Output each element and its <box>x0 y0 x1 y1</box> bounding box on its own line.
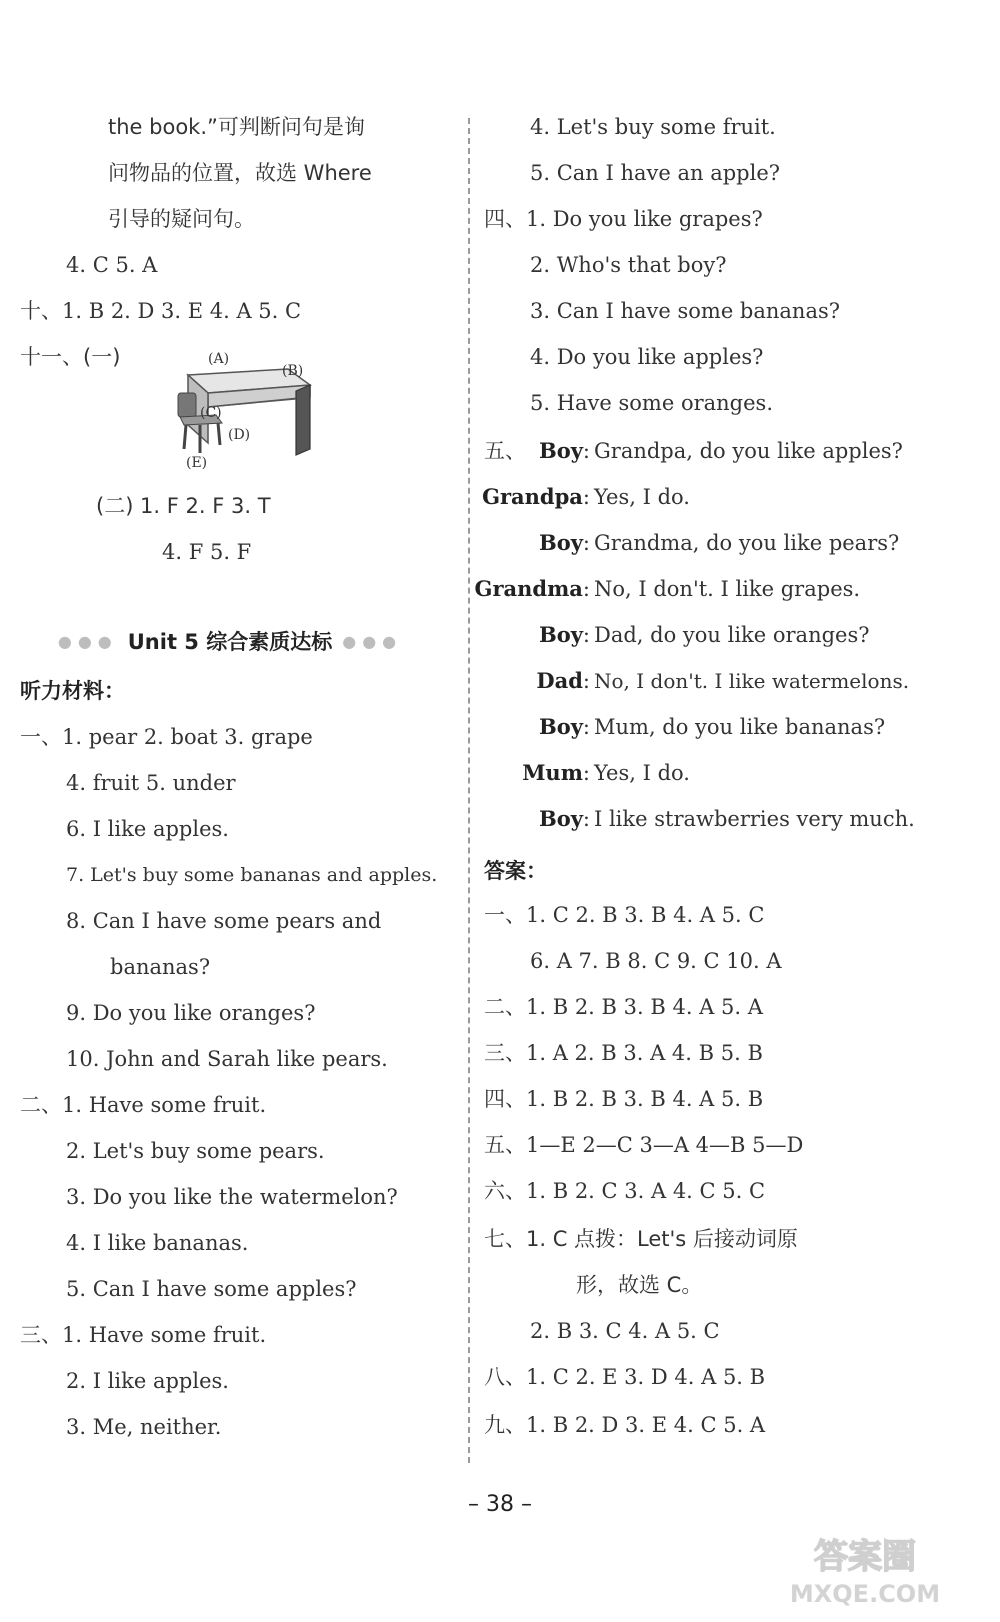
dialogue-text: Dad, do you like oranges? <box>594 623 870 647</box>
answer-line: 4. F 5. F <box>162 540 252 564</box>
answer-line: 一、1. C 2. B 3. B 4. A 5. C <box>484 903 765 927</box>
answer-line: 七、1. C 点拨：Let's 后接动词原 <box>484 1227 798 1251</box>
listening-line: 二、1. Have some fruit. <box>20 1093 267 1117</box>
listening-line: 2. Who's that boy? <box>530 253 727 277</box>
listening-line: 3. Do you like the watermelon? <box>66 1185 398 1209</box>
dialogue-speaker: Dad: <box>536 668 590 693</box>
figure-label-e: (E) <box>186 455 208 471</box>
answer-line: 四、1. B 2. B 3. B 4. A 5. B <box>484 1087 764 1111</box>
figure-label-c: (C) <box>200 405 222 421</box>
answer-line: 三、1. A 2. B 3. A 4. B 5. B <box>484 1041 763 1065</box>
decorative-dots: ●●● <box>57 631 118 651</box>
listening-line: 5. Have some oranges. <box>530 391 773 415</box>
dialogue-speaker: Grandpa: <box>482 484 590 509</box>
watermark-logo <box>760 1530 970 1610</box>
answer-line: 6. A 7. B 8. C 9. C 10. A <box>530 949 782 973</box>
svg-text:MXQE.COM: MXQE.COM <box>789 1580 941 1608</box>
listening-line: 6. I like apples. <box>66 817 229 841</box>
listening-line: bananas? <box>110 955 211 979</box>
listening-line: 3. Can I have some bananas? <box>530 299 841 323</box>
text-line: 引导的疑问句。 <box>108 207 255 231</box>
figure-label-a: (A) <box>208 351 230 367</box>
dialogue-text: Yes, I do. <box>594 485 690 509</box>
dialogue-text: Mum, do you like bananas? <box>594 715 886 739</box>
answer-line: 2. B 3. C 4. A 5. C <box>530 1319 720 1343</box>
answer-line: 4. C 5. A <box>66 253 158 277</box>
listening-line: 7. Let's buy some bananas and apples. <box>66 864 438 886</box>
dialogue-text: Grandma, do you like pears? <box>594 531 900 555</box>
listening-line: 5. Can I have some apples? <box>66 1277 357 1301</box>
dialogue-speaker: Boy: <box>538 622 590 647</box>
listening-line: 4. Do you like apples? <box>530 345 764 369</box>
answers-heading: 答案： <box>484 859 547 883</box>
answer-line: 二、1. B 2. B 3. B 4. A 5. A <box>484 995 763 1019</box>
listening-line: 3. Me, neither. <box>66 1415 222 1439</box>
svg-text:答案圈: 答案圈 <box>814 1537 916 1577</box>
listening-line: 四、1. Do you like grapes? <box>484 207 763 231</box>
listening-line: 8. Can I have some pears and <box>66 909 382 933</box>
figure-label-b: (B) <box>282 363 304 379</box>
answer-line: (二) 1. F 2. F 3. T <box>96 494 271 518</box>
decorative-dots: ●●● <box>342 631 403 651</box>
answer-line: 八、1. C 2. E 3. D 4. A 5. B <box>484 1365 766 1389</box>
answer-line: 十、1. B 2. D 3. E 4. A 5. C <box>20 299 302 323</box>
section-label: 五、 <box>484 439 526 463</box>
dialogue-text: I like strawberries very much. <box>594 807 915 831</box>
listening-line: 4. Let's buy some fruit. <box>530 115 776 139</box>
dialogue-speaker: Boy: <box>538 806 590 831</box>
text-line: 问物品的位置，故选 Where <box>108 161 372 185</box>
answer-line: 五、1—E 2—C 3—A 4—B 5—D <box>484 1133 804 1157</box>
dialogue-text: Yes, I do. <box>594 761 690 785</box>
dialogue-text: No, I don't. I like grapes. <box>594 577 861 601</box>
answer-line: 形，故选 C。 <box>576 1273 703 1297</box>
dialogue-speaker: Grandma: <box>474 576 590 601</box>
listening-heading: 听力材料： <box>20 679 125 703</box>
unit-title-text: Unit 5 综合素质达标 <box>127 630 333 654</box>
listening-line: 10. John and Sarah like pears. <box>66 1047 388 1071</box>
page-number: – 38 – <box>468 1492 532 1517</box>
column-divider <box>468 118 470 1463</box>
desk-chair-figure <box>170 345 320 475</box>
listening-line: 9. Do you like oranges? <box>66 1001 316 1025</box>
dialogue-speaker: Mum: <box>522 760 590 785</box>
unit-title <box>20 625 440 657</box>
dialogue-speaker: Boy: <box>538 438 590 463</box>
listening-line: 三、1. Have some fruit. <box>20 1323 267 1347</box>
listening-line: 2. Let's buy some pears. <box>66 1139 325 1163</box>
listening-line: 4. I like bananas. <box>66 1231 249 1255</box>
answer-line: 六、1. B 2. C 3. A 4. C 5. C <box>484 1179 766 1203</box>
figure-label-d: (D) <box>228 427 251 443</box>
dialogue-speaker: Boy: <box>538 714 590 739</box>
text-line: the book.”可判断问句是询 <box>108 115 365 139</box>
dialogue-speaker: Boy: <box>538 530 590 555</box>
listening-line: 4. fruit 5. under <box>66 771 236 795</box>
section-label: 十一、(一) <box>20 345 121 369</box>
answer-line: 九、1. B 2. D 3. E 4. C 5. A <box>484 1413 766 1437</box>
listening-line: 一、1. pear 2. boat 3. grape <box>20 725 313 749</box>
dialogue-text: Grandpa, do you like apples? <box>594 439 903 463</box>
listening-line: 5. Can I have an apple? <box>530 161 781 185</box>
listening-line: 2. I like apples. <box>66 1369 229 1393</box>
dialogue-text: No, I don't. I like watermelons. <box>594 669 910 693</box>
